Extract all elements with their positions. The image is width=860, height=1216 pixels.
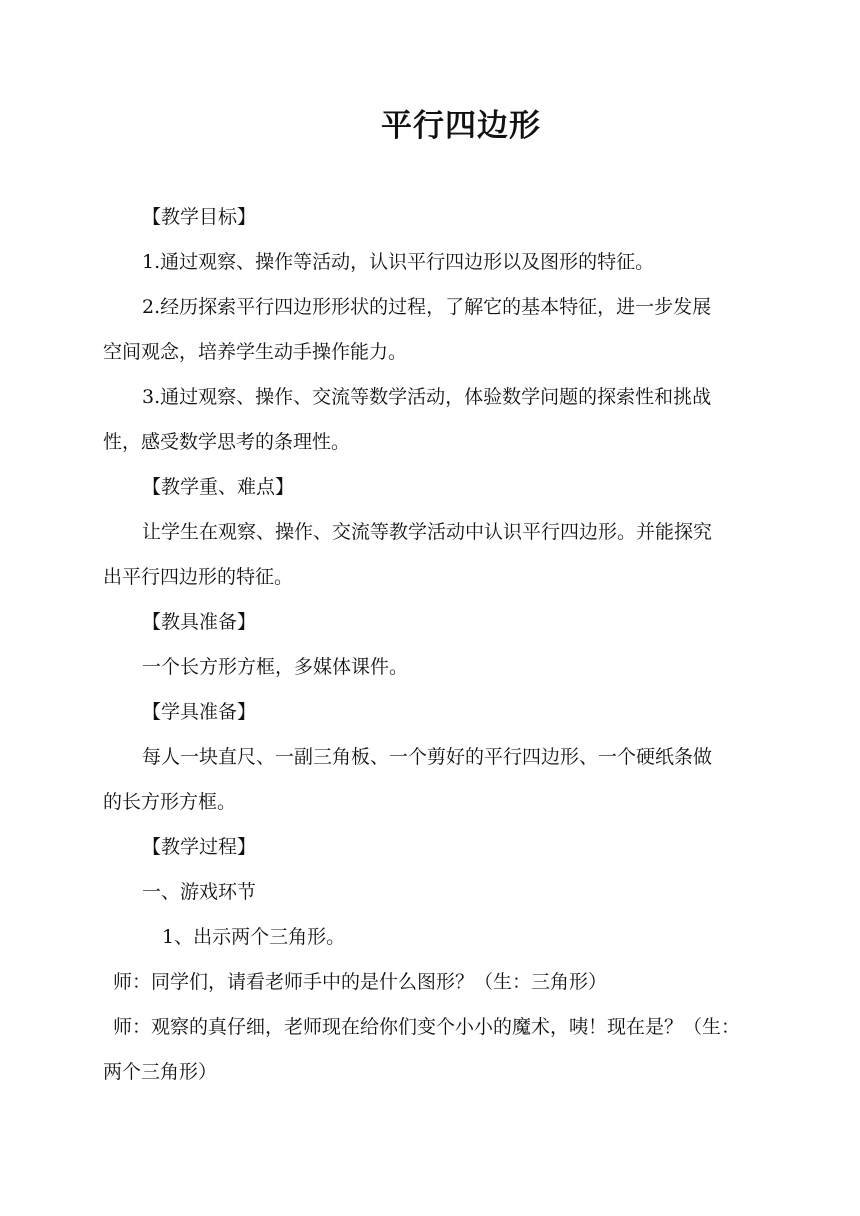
section-heading-key-points: 【教学重、难点】 (142, 476, 295, 498)
dialogue-line: 师：观察的真仔细，老师现在给你们变个小小的魔术，咦！现在是？（生： (113, 1016, 741, 1038)
paragraph-line: 性，感受数学思考的条理性。 (103, 431, 351, 453)
section-heading-student-tools: 【学具准备】 (142, 701, 257, 723)
dialogue-line: 师：同学们，请看老师手中的是什么图形？（生：三角形） (113, 971, 608, 993)
paragraph-line: 每人一块直尺、一副三角板、一个剪好的平行四边形、一个硬纸条做 (142, 746, 713, 768)
list-item: 1、出示两个三角形。 (162, 926, 346, 948)
paragraph-line: 出平行四边形的特征。 (103, 566, 294, 588)
paragraph-line: 2.经历探索平行四边形形状的过程，了解它的基本特征，进一步发展 (142, 296, 712, 318)
paragraph-line: 3.通过观察、操作、交流等数学活动，体验数学问题的探索性和挑战 (142, 386, 712, 408)
dialogue-line: 两个三角形） (103, 1061, 218, 1083)
paragraph-line: 让学生在观察、操作、交流等教学活动中认识平行四边形。并能探究 (142, 521, 713, 543)
section-heading-teaching-aids: 【教具准备】 (142, 611, 257, 633)
subsection-heading: 一、游戏环节 (142, 881, 257, 903)
paragraph-line: 空间观念，培养学生动手操作能力。 (103, 341, 408, 363)
paragraph-line: 一个长方形方框，多媒体课件。 (142, 656, 409, 678)
section-heading-process: 【教学过程】 (142, 836, 257, 858)
paragraph-line: 的长方形方框。 (103, 791, 237, 813)
page-title: 平行四边形 (381, 108, 541, 144)
section-heading-objectives: 【教学目标】 (142, 206, 257, 228)
paragraph-line: 1.通过观察、操作等活动，认识平行四边形以及图形的特征。 (142, 251, 655, 273)
